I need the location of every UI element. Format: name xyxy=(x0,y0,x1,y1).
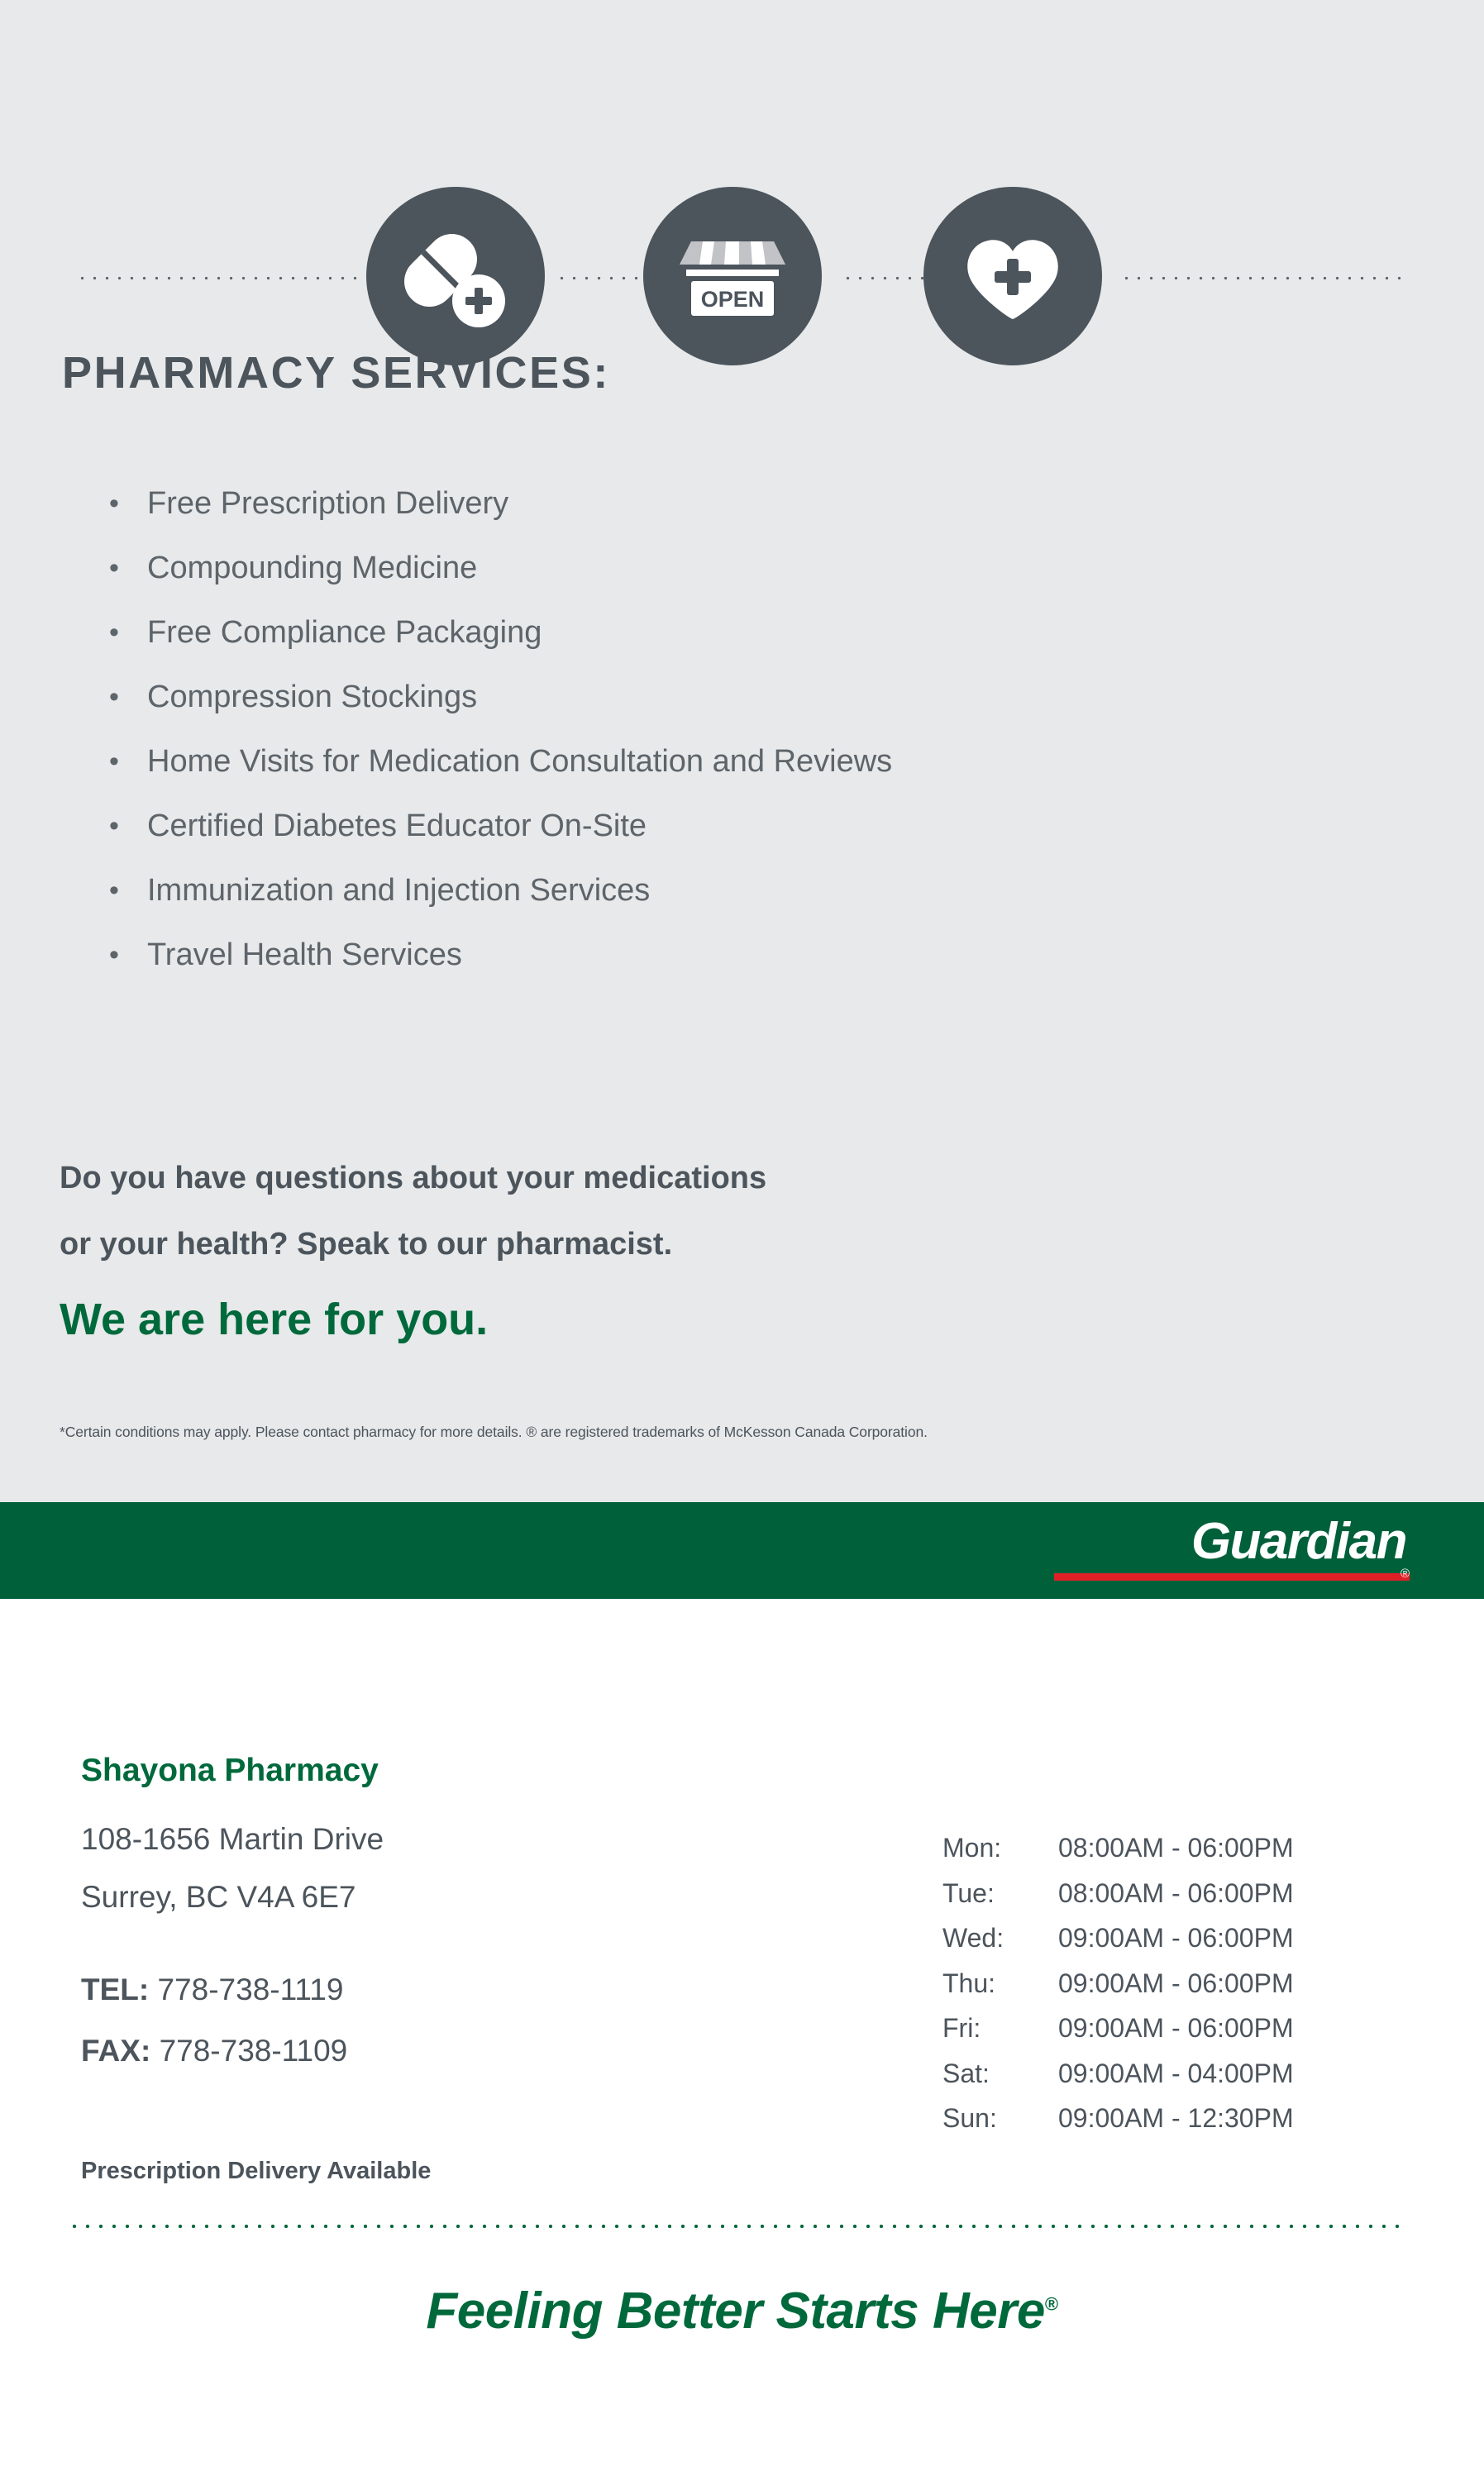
delivery-note: Prescription Delivery Available xyxy=(81,2158,432,2184)
callout-question-line2: or your health? Speak to our pharmacist. xyxy=(60,1227,673,1262)
registered-mark: ® xyxy=(1400,1567,1410,1581)
dotted-divider xyxy=(556,276,642,280)
hours-time: 09:00AM - 12:30PM xyxy=(1058,2103,1294,2133)
table-row xyxy=(942,2006,1455,2051)
callout-question xyxy=(60,1145,1300,1277)
list-item: • Home Visits for Medication Consultation and Reviews xyxy=(99,729,1422,794)
table-row xyxy=(942,1961,1455,2006)
fax-label: FAX: xyxy=(81,2034,151,2068)
list-item: • Travel Health Services xyxy=(99,923,1422,987)
list-item: • Free Compliance Packaging xyxy=(99,600,1422,665)
callout-question-line1: Do you have questions about your medications xyxy=(60,1161,767,1195)
fax-value: 778-738-1109 xyxy=(159,2034,348,2068)
hours-time: 09:00AM - 04:00PM xyxy=(1058,2058,1294,2088)
heart-plus-icon xyxy=(923,187,1102,365)
hours-day: Sun: xyxy=(942,2103,997,2133)
callout-highlight: We are here for you. xyxy=(60,1295,489,1344)
store-contact xyxy=(81,1959,347,2082)
hours-day: Fri: xyxy=(942,2013,981,2043)
footer-tagline xyxy=(0,2282,1484,2340)
hours-time: 08:00AM - 06:00PM xyxy=(1058,1833,1294,1863)
hours-time: 09:00AM - 06:00PM xyxy=(1058,2013,1294,2043)
svg-text:OPEN: OPEN xyxy=(700,287,765,312)
disclaimer-text: *Certain conditions may apply. Please contact pharmacy for more details. ® are registered trademarks of McKesson Canada Corporation. xyxy=(60,1424,928,1440)
pill-plus-icon xyxy=(366,187,545,365)
hours-time: 08:00AM - 06:00PM xyxy=(1058,1877,1294,1908)
list-item: • Compounding Medicine xyxy=(99,536,1422,600)
hours-day: Wed: xyxy=(942,1923,1004,1953)
services-list xyxy=(99,471,1422,987)
open-store-icon xyxy=(643,187,822,365)
footer-registered-mark: ® xyxy=(1044,2293,1058,2315)
address-line-2: Surrey, BC V4A 6E7 xyxy=(81,1880,356,1914)
store-hours xyxy=(942,1825,1455,2141)
guardian-logo-underline xyxy=(1054,1573,1410,1581)
dotted-divider xyxy=(842,276,928,280)
store-name: Shayona Pharmacy xyxy=(81,1753,379,1788)
list-item: • Immunization and Injection Services xyxy=(99,858,1422,923)
table-row xyxy=(942,1825,1455,1871)
icon-strip xyxy=(0,91,1484,312)
fax-row xyxy=(81,2020,347,2082)
address-line-1: 108-1656 Martin Drive xyxy=(81,1822,384,1856)
guardian-logo xyxy=(1013,1515,1410,1585)
hours-day: Thu: xyxy=(942,1968,996,1998)
table-row xyxy=(942,2051,1455,2097)
table-row xyxy=(942,1915,1455,1961)
telephone-value[interactable]: 778-738-1119 xyxy=(157,1973,344,2006)
hours-time: 09:00AM - 06:00PM xyxy=(1058,1968,1294,1998)
dotted-divider-bottom xyxy=(68,2224,1407,2229)
table-row xyxy=(942,1871,1455,1916)
hours-day: Sat: xyxy=(942,2058,990,2088)
telephone-row xyxy=(81,1959,347,2020)
telephone-label: TEL: xyxy=(81,1973,150,2006)
dotted-divider xyxy=(1120,276,1405,280)
dotted-divider xyxy=(76,276,365,280)
list-item: • Compression Stockings xyxy=(99,665,1422,729)
hours-day: Mon: xyxy=(942,1833,1002,1863)
table-row xyxy=(942,2096,1455,2141)
footer-tagline-text: Feeling Better Starts Here xyxy=(426,2283,1045,2340)
store-address xyxy=(81,1810,384,1926)
list-item: • Free Prescription Delivery xyxy=(99,471,1422,536)
hours-day: Tue: xyxy=(942,1877,995,1908)
page-title: PHARMACY SERVICES: xyxy=(62,348,610,398)
list-item: • Certified Diabetes Educator On-Site xyxy=(99,794,1422,858)
hours-time: 09:00AM - 06:00PM xyxy=(1058,1923,1294,1953)
guardian-logo-text: Guardian xyxy=(1191,1513,1406,1570)
